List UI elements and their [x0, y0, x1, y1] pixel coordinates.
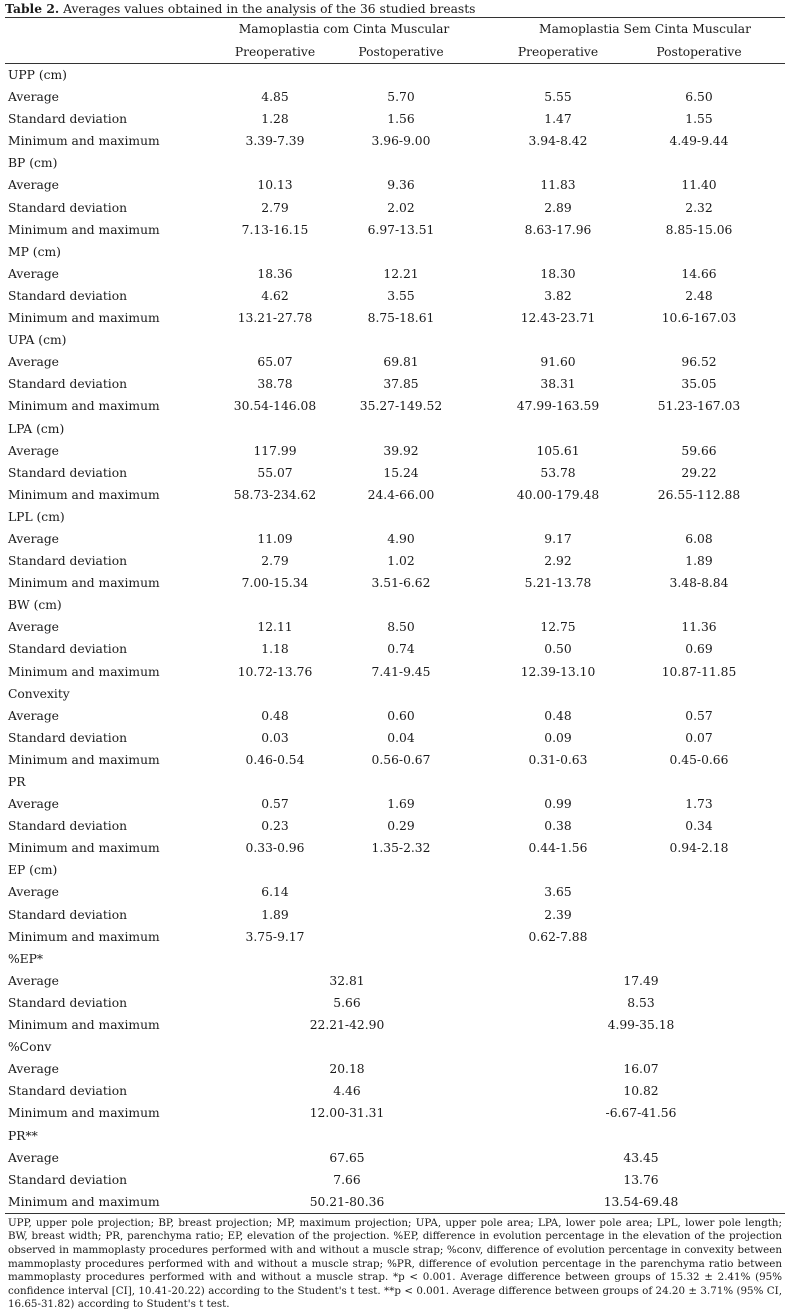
row-label: Average	[8, 266, 59, 281]
group-header-row	[5, 18, 785, 41]
section-title: LPA (cm)	[8, 421, 65, 436]
row-label: Average	[8, 178, 59, 193]
row-label: Minimum and maximum	[8, 1106, 160, 1121]
row-label: Standard deviation	[8, 730, 128, 745]
table-cell: 1.28	[261, 112, 289, 127]
table-cell: 2.32	[685, 200, 713, 215]
section-title: BW (cm)	[8, 598, 62, 613]
table-cell: 0.04	[387, 730, 415, 745]
table-cell: 6.08	[685, 531, 713, 546]
table-cell: 3.48-8.84	[669, 576, 729, 591]
table-cell: 7.00-15.34	[241, 576, 309, 591]
section-title: PR**	[8, 1128, 38, 1143]
table-cell: 30.54-146.08	[233, 399, 317, 414]
table-cell: 0.60	[387, 708, 415, 723]
sub-header-preoperative: Preoperative	[517, 45, 599, 59]
table-cell: 5.55	[544, 90, 572, 105]
section-title-row	[5, 683, 785, 705]
table-cell: 0.23	[261, 819, 289, 834]
row-label: Standard deviation	[8, 112, 128, 127]
table-cell: -6.67-41.56	[605, 1106, 677, 1121]
table-cell: 0.03	[261, 730, 289, 745]
row-label: Standard deviation	[8, 907, 128, 922]
row-label: Standard deviation	[8, 819, 128, 834]
table-cell: 37.85	[383, 377, 419, 392]
table-cell: 1.35-2.32	[371, 841, 431, 856]
table-row	[5, 1169, 785, 1191]
group-header-without-strap: Mamoplastia Sem Cinta Muscular	[538, 22, 752, 36]
table-cell: 11.83	[540, 178, 576, 193]
row-label: Standard deviation	[8, 377, 128, 392]
table-cell: 2.79	[261, 554, 289, 569]
section-title-row	[5, 152, 785, 174]
table-cell: 1.73	[685, 797, 713, 812]
table-cell: 10.13	[257, 178, 293, 193]
table-cell: 53.78	[540, 465, 576, 480]
table-cell: 67.65	[329, 1150, 365, 1165]
table-row	[5, 992, 785, 1014]
table-cell: 6.14	[261, 885, 289, 900]
section-title-row	[5, 418, 785, 440]
table-cell: 0.45-0.66	[669, 752, 729, 767]
table-row	[5, 837, 785, 859]
table-cell: 38.78	[257, 377, 293, 392]
table-cell: 7.66	[333, 1172, 361, 1187]
row-label: Standard deviation	[8, 288, 128, 303]
table-cell: 12.43-23.71	[520, 311, 596, 326]
row-label: Standard deviation	[8, 995, 128, 1010]
table-cell: 55.07	[257, 465, 293, 480]
table-cell: 3.94-8.42	[528, 134, 588, 149]
section-title-row	[5, 329, 785, 351]
table-row	[5, 904, 785, 926]
table-cell: 3.96-9.00	[371, 134, 431, 149]
table-cell: 69.81	[383, 355, 419, 370]
table-cell: 4.49-9.44	[669, 134, 729, 149]
table-row	[5, 793, 785, 815]
table-cell: 10.6-167.03	[661, 311, 737, 326]
table-row	[5, 307, 785, 329]
table-cell: 0.29	[387, 819, 415, 834]
table-cell: 5.66	[333, 995, 361, 1010]
table-cell: 58.73-234.62	[233, 487, 317, 502]
table-cell: 40.00-179.48	[516, 487, 600, 502]
row-label: Average	[8, 620, 59, 635]
section-title-row	[5, 1036, 785, 1058]
row-label: Minimum and maximum	[8, 1194, 160, 1209]
section-title: UPA (cm)	[8, 333, 67, 348]
section-title-row	[5, 859, 785, 881]
table-row	[5, 705, 785, 727]
table-cell: 4.90	[387, 531, 415, 546]
table-row	[5, 1191, 785, 1213]
table-cell: 3.82	[544, 288, 572, 303]
table-cell: 0.57	[685, 708, 713, 723]
table-row	[5, 351, 785, 373]
section-title: %Conv	[8, 1040, 52, 1055]
section-title: LPL (cm)	[8, 509, 65, 524]
row-label: Standard deviation	[8, 465, 128, 480]
table-cell: 0.62-7.88	[528, 929, 588, 944]
table-cell: 12.11	[257, 620, 293, 635]
section-title-row	[5, 241, 785, 263]
table-cell: 16.07	[623, 1062, 659, 1077]
table-cell: 3.65	[544, 885, 572, 900]
table-row	[5, 528, 785, 550]
table-cell: 10.87-11.85	[661, 664, 737, 679]
table-cell: 2.39	[544, 907, 572, 922]
table-caption	[5, 0, 785, 17]
row-label: Standard deviation	[8, 642, 128, 657]
table-row	[5, 440, 785, 462]
section-title: EP (cm)	[8, 863, 58, 878]
row-label: Minimum and maximum	[8, 664, 160, 679]
table-row	[5, 462, 785, 484]
table-row	[5, 926, 785, 948]
table-cell: 59.66	[681, 443, 717, 458]
bottom-rule	[5, 1213, 785, 1214]
table-footnote: UPP, upper pole projection; BP, breast projection; MP, maximum projection; UPA, upper pole area; LPA, lower pole area; LPL, lower pole length; BW, breast width; PR, parenchyma ratio; EP, elevation of the projection. %EP, difference in evolution percentage in the elevation of the projection observed in mammoplasty procedures performed with and without a muscle strap; %conv, difference of evolution percentage in convexity between mammoplasty procedures performed with and without a muscle strap; %PR, difference of evolution percentage in the parenchyma ratio between mammoplasty procedures performed with and without a muscle strap. *p < 0.001. Average difference between groups of 15.32 ± 2.41% (95% confidence interval [CI], 10.41-20.22) according to the Student's t test. **p < 0.001. Average difference between groups of 24.20 ± 3.71% (95% CI, 16.65-31.82) according to Student's t test.	[8, 1216, 782, 1311]
table-cell: 2.92	[544, 554, 572, 569]
table-row	[5, 130, 785, 152]
row-label: Minimum and maximum	[8, 311, 160, 326]
row-label: Average	[8, 355, 59, 370]
section-title: PR	[8, 775, 26, 789]
table-cell: 9.36	[387, 178, 415, 193]
table-cell: 43.45	[623, 1150, 659, 1165]
table-cell: 11.36	[681, 620, 717, 635]
row-label: Average	[8, 708, 59, 723]
table-row	[5, 373, 785, 395]
table-cell: 4.46	[333, 1084, 361, 1099]
table-row	[5, 638, 785, 660]
table-cell: 13.76	[623, 1172, 659, 1187]
table-cell: 38.31	[540, 377, 576, 392]
sub-header-postoperative: Postoperative	[656, 45, 742, 59]
row-label: Standard deviation	[8, 554, 128, 569]
table-cell: 8.63-17.96	[524, 222, 592, 237]
table-cell: 7.13-16.15	[241, 222, 309, 237]
table-cell: 1.55	[685, 112, 713, 127]
table-row	[5, 970, 785, 992]
table-cell: 0.99	[544, 797, 572, 812]
table-row	[5, 1102, 785, 1124]
table-cell: 12.00-31.31	[309, 1106, 385, 1121]
table-row	[5, 661, 785, 683]
table-cell: 1.18	[261, 642, 289, 657]
row-label: Average	[8, 531, 59, 546]
table-cell: 0.74	[387, 642, 415, 657]
table-cell: 11.40	[681, 178, 717, 193]
table-cell: 12.75	[540, 620, 576, 635]
table-cell: 0.46-0.54	[245, 752, 305, 767]
table-cell: 3.51-6.62	[371, 576, 431, 591]
table-cell: 2.79	[261, 200, 289, 215]
sub-header-preoperative: Preoperative	[234, 45, 316, 59]
table-cell: 96.52	[681, 355, 717, 370]
row-label: Standard deviation	[8, 200, 128, 215]
row-label: Average	[8, 1062, 59, 1077]
row-label: Minimum and maximum	[8, 399, 160, 414]
table-cell: 2.89	[544, 200, 572, 215]
table-cell: 26.55-112.88	[657, 487, 741, 502]
table-cell: 51.23-167.03	[657, 399, 741, 414]
section-title-row	[5, 594, 785, 616]
table-cell: 1.02	[387, 554, 415, 569]
table-cell: 20.18	[329, 1062, 365, 1077]
table-cell: 4.85	[261, 90, 289, 105]
table-cell: 18.36	[257, 266, 293, 281]
table-row	[5, 749, 785, 771]
table-cell: 24.4-66.00	[367, 487, 435, 502]
table-row	[5, 727, 785, 749]
table-cell: 13.54-69.48	[603, 1194, 679, 1209]
table-cell: 5.21-13.78	[524, 576, 592, 591]
table-figure	[5, 0, 785, 1312]
table-cell: 9.17	[544, 531, 572, 546]
row-label: Minimum and maximum	[8, 222, 160, 237]
caption-label: Table 2.	[5, 1, 60, 16]
table-cell: 0.48	[261, 708, 289, 723]
table-cell: 3.39-7.39	[245, 134, 305, 149]
table-row	[5, 285, 785, 307]
row-label: Minimum and maximum	[8, 134, 160, 149]
table-row	[5, 616, 785, 638]
table-row	[5, 219, 785, 241]
section-title-row	[5, 64, 785, 86]
table-row	[5, 1080, 785, 1102]
table-cell: 0.33-0.96	[245, 841, 305, 856]
table-row	[5, 108, 785, 130]
table-row	[5, 174, 785, 196]
section-title: Convexity	[8, 686, 70, 701]
section-title-row	[5, 506, 785, 528]
row-label: Minimum and maximum	[8, 1018, 160, 1033]
table-row	[5, 263, 785, 285]
table-cell: 14.66	[681, 266, 717, 281]
table-cell: 35.27-149.52	[359, 399, 443, 414]
table-row	[5, 881, 785, 903]
row-label: Average	[8, 1150, 59, 1165]
table-cell: 0.57	[261, 797, 289, 812]
table-cell: 10.82	[623, 1084, 659, 1099]
section-title: %EP*	[8, 951, 44, 966]
table-row	[5, 1014, 785, 1036]
table-cell: 117.99	[253, 443, 297, 458]
section-title: MP (cm)	[8, 244, 61, 259]
row-label: Minimum and maximum	[8, 487, 160, 502]
table-cell: 0.69	[685, 642, 713, 657]
table-cell: 1.89	[261, 907, 289, 922]
table-row	[5, 1058, 785, 1080]
table-cell: 0.07	[685, 730, 713, 745]
section-title-row	[5, 948, 785, 970]
table-cell: 18.30	[540, 266, 576, 281]
table-cell: 35.05	[681, 377, 717, 392]
table-cell: 6.50	[685, 90, 713, 105]
table-cell: 8.85-15.06	[665, 222, 733, 237]
table-cell: 12.21	[383, 266, 419, 281]
table-cell: 3.55	[387, 288, 415, 303]
table-row	[5, 1147, 785, 1169]
row-label: Average	[8, 885, 59, 900]
table-cell: 7.41-9.45	[371, 664, 431, 679]
table-cell: 22.21-42.90	[309, 1018, 385, 1033]
table-cell: 11.09	[257, 531, 293, 546]
table-cell: 10.72-13.76	[237, 664, 313, 679]
table-row	[5, 484, 785, 506]
row-label: Average	[8, 443, 59, 458]
table-cell: 2.48	[685, 288, 713, 303]
section-title-row	[5, 771, 785, 793]
table-cell: 32.81	[329, 973, 365, 988]
sub-header-row	[5, 41, 785, 63]
table-cell: 8.53	[627, 995, 655, 1010]
table-cell: 17.49	[623, 973, 659, 988]
table-row	[5, 550, 785, 572]
section-title: UPP (cm)	[8, 68, 67, 82]
table-cell: 0.31-0.63	[528, 752, 588, 767]
row-label: Average	[8, 90, 59, 105]
table-cell: 4.99-35.18	[607, 1018, 675, 1033]
table-cell: 5.70	[387, 90, 415, 105]
table-cell: 29.22	[681, 465, 717, 480]
table-cell: 0.09	[544, 730, 572, 745]
table-cell: 1.47	[544, 112, 572, 127]
row-label: Minimum and maximum	[8, 752, 160, 767]
table-cell: 1.69	[387, 797, 415, 812]
sub-header-postoperative: Postoperative	[358, 45, 444, 59]
table-cell: 1.89	[685, 554, 713, 569]
group-header-with-strap: Mamoplastia com Cinta Muscular	[238, 22, 450, 36]
caption-text: Averages values obtained in the analysis of the 36 studied breasts	[59, 2, 476, 16]
table-cell: 0.56-0.67	[371, 752, 431, 767]
section-title-row	[5, 1125, 785, 1147]
table-row	[5, 395, 785, 417]
row-label: Average	[8, 973, 59, 988]
table-cell: 8.75-18.61	[367, 311, 435, 326]
table-cell: 47.99-163.59	[516, 399, 600, 414]
table-cell: 0.38	[544, 819, 572, 834]
table-cell: 1.56	[387, 112, 415, 127]
section-title: BP (cm)	[8, 156, 58, 171]
table-cell: 13.21-27.78	[237, 311, 313, 326]
table-cell: 12.39-13.10	[520, 664, 596, 679]
table-cell: 2.02	[387, 200, 415, 215]
table-cell: 6.97-13.51	[367, 222, 435, 237]
table-cell: 4.62	[261, 288, 289, 303]
table-row	[5, 572, 785, 594]
table-cell: 0.94-2.18	[669, 841, 729, 856]
table-cell: 8.50	[387, 620, 415, 635]
row-label: Minimum and maximum	[8, 929, 160, 944]
row-label: Standard deviation	[8, 1172, 128, 1187]
table-cell: 15.24	[383, 465, 419, 480]
table-cell: 0.48	[544, 708, 572, 723]
row-label: Minimum and maximum	[8, 576, 160, 591]
table-row	[5, 86, 785, 108]
table-row	[5, 815, 785, 837]
table-body	[5, 64, 785, 1213]
table-cell: 0.34	[685, 819, 713, 834]
table-cell: 105.61	[536, 443, 580, 458]
table-cell: 91.60	[540, 355, 576, 370]
table-cell: 50.21-80.36	[309, 1194, 385, 1209]
table-cell: 0.50	[544, 642, 572, 657]
table-cell: 3.75-9.17	[245, 929, 305, 944]
row-label: Average	[8, 797, 59, 812]
row-label: Minimum and maximum	[8, 841, 160, 856]
table-cell: 0.44-1.56	[528, 841, 588, 856]
table-cell: 39.92	[383, 443, 419, 458]
table-cell: 65.07	[257, 355, 293, 370]
row-label: Standard deviation	[8, 1084, 128, 1099]
table-row	[5, 197, 785, 219]
